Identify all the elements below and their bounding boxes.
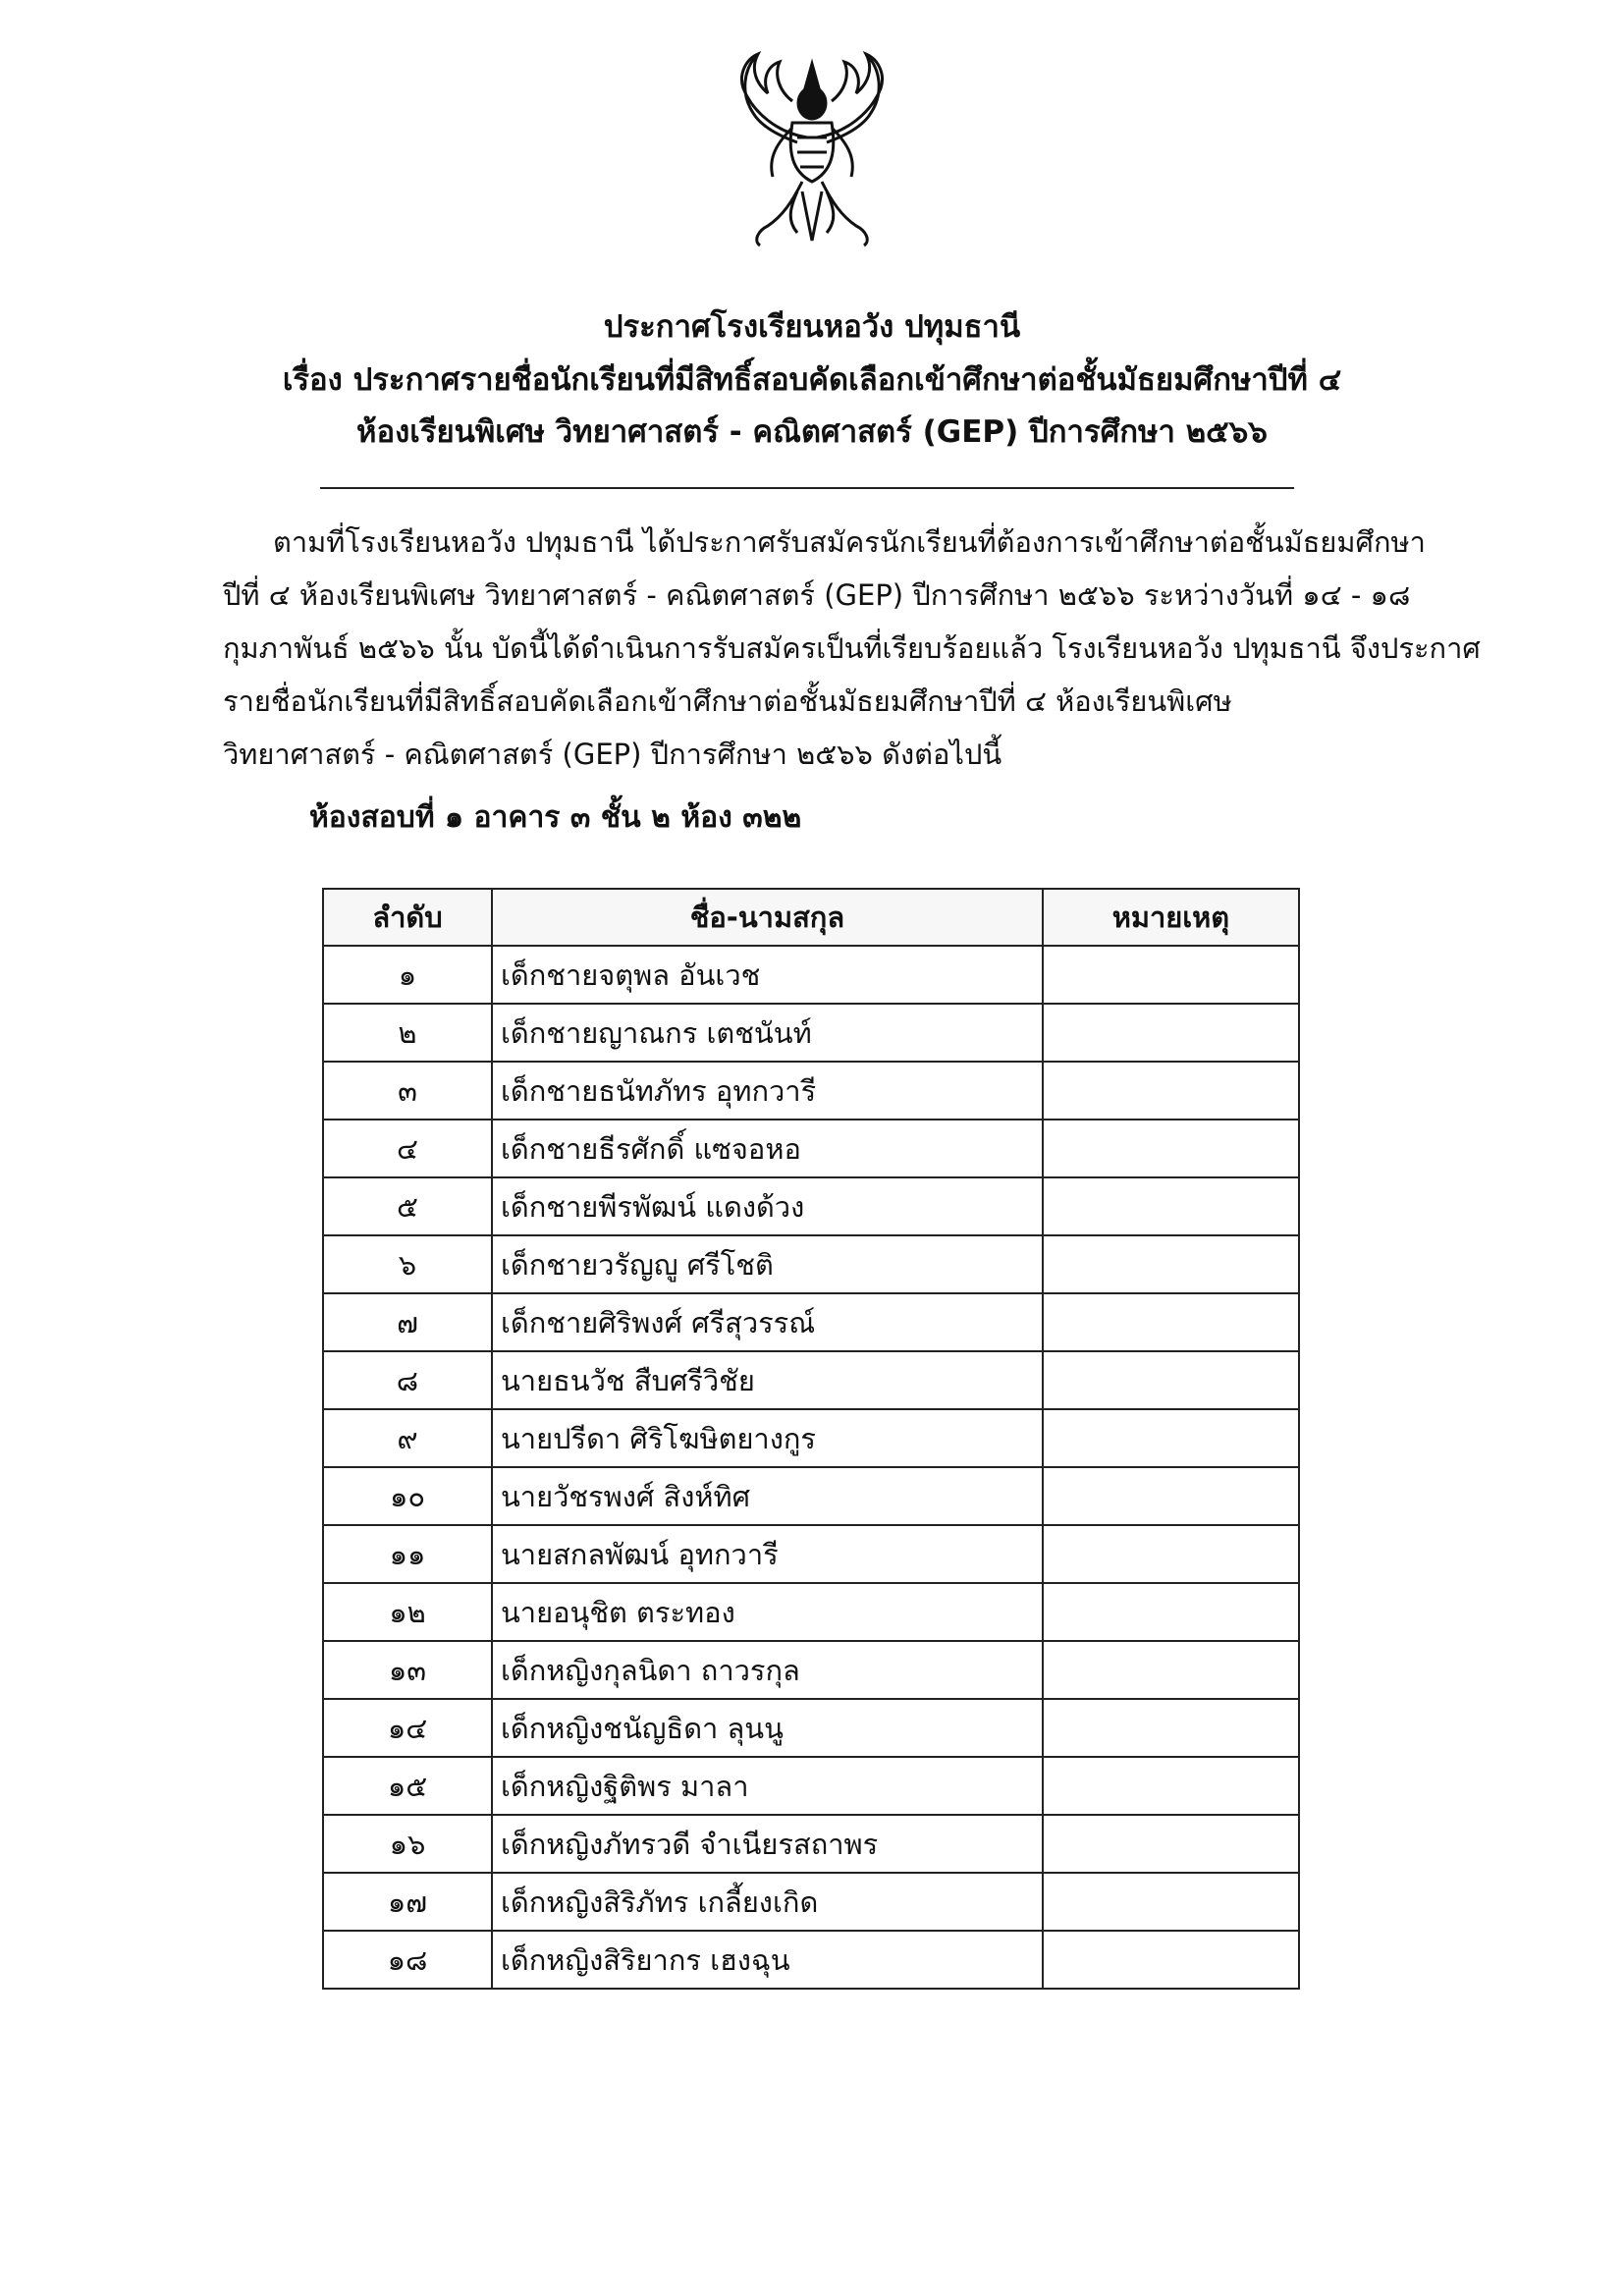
remark-cell: [1043, 1525, 1299, 1583]
body-paragraph-line-2: ปีที่ ๔ ห้องเรียนพิเศษ วิทยาศาสตร์ - คณิตศาสตร์ (GEP) ปีการศึกษา ๒๕๖๖ ระหว่างวันที่ ๑๔ - ๑๘: [223, 578, 1411, 612]
remark-cell: [1043, 1873, 1299, 1931]
remark-cell: [1043, 1235, 1299, 1293]
row-number: ๑๔: [323, 1699, 492, 1757]
remark-cell: [1043, 1467, 1299, 1525]
table-row: [323, 1757, 1299, 1815]
row-number: ๒: [323, 1004, 492, 1062]
body-paragraph-line-4: รายชื่อนักเรียนที่มีสิทธิ์สอบคัดเลือกเข้าศึกษาต่อชั้นมัธยมศึกษาปีที่ ๔ ห้องเรียนพิเศษ: [223, 684, 1232, 718]
table-row: [323, 1293, 1299, 1351]
body-paragraph-line-5: วิทยาศาสตร์ - คณิตศาสตร์ (GEP) ปีการศึกษา ๒๕๖๖ ดังต่อไปนี้: [223, 738, 1002, 771]
student-name: เด็กชายวรัญญู ศรีโชติ: [492, 1235, 1043, 1293]
body-paragraph-line-3: กุมภาพันธ์ ๒๕๖๖ นั้น บัดนี้ได้ดำเนินการรับสมัครเป็นที่เรียบร้อยแล้ว โรงเรียนหอวัง ปทุมธานี จึงประกาศ: [223, 631, 1481, 665]
row-number: ๗: [323, 1293, 492, 1351]
student-name: เด็กหญิงสิริภัทร เกลี้ยงเกิด: [492, 1873, 1043, 1931]
remark-cell: [1043, 1641, 1299, 1699]
column-header-remark: หมายเหตุ: [1043, 889, 1299, 946]
table-row: [323, 1062, 1299, 1120]
column-header-order: ลำดับ: [323, 889, 492, 946]
row-number: ๙: [323, 1409, 492, 1467]
table-row: [323, 946, 1299, 1004]
table-row: [323, 1525, 1299, 1583]
row-number: ๑๘: [323, 1931, 492, 1989]
announcement-subject: เรื่อง ประกาศรายชื่อนักเรียนที่มีสิทธิ์สอบคัดเลือกเข้าศึกษาต่อชั้นมัธยมศึกษาปีที่ ๔: [282, 362, 1342, 398]
student-name: เด็กชายญาณกร เตชนันท์: [492, 1004, 1043, 1062]
row-number: ๑๓: [323, 1641, 492, 1699]
student-name: เด็กชายธนัทภัทร อุทกวารี: [492, 1062, 1043, 1120]
row-number: ๑๗: [323, 1873, 492, 1931]
student-name: นายสกลพัฒน์ อุทกวารี: [492, 1525, 1043, 1583]
table-row: [323, 1004, 1299, 1062]
remark-cell: [1043, 1699, 1299, 1757]
table-header-row: [323, 889, 1299, 946]
table-row: [323, 1235, 1299, 1293]
announcement-title: ประกาศโรงเรียนหอวัง ปทุมธานี: [603, 309, 1021, 345]
student-name: นายปรีดา ศิริโฆษิตยางกูร: [492, 1409, 1043, 1467]
student-name: เด็กชายศิริพงศ์ ศรีสุวรรณ์: [492, 1293, 1043, 1351]
student-name: เด็กชายธีรศักดิ์ แซจอหอ: [492, 1120, 1043, 1177]
table-row: [323, 1873, 1299, 1931]
student-name: นายธนวัช สืบศรีวิชัย: [492, 1351, 1043, 1409]
remark-cell: [1043, 1815, 1299, 1873]
remark-cell: [1043, 1177, 1299, 1235]
column-header-name: ชื่อ-นามสกุล: [492, 889, 1043, 946]
table-row: [323, 1177, 1299, 1235]
body-paragraph-line-1: ตามที่โรงเรียนหอวัง ปทุมธานี ได้ประกาศรับสมัครนักเรียนที่ต้องการเข้าศึกษาต่อชั้นมัธยมศึกษา: [273, 525, 1426, 559]
remark-cell: [1043, 1293, 1299, 1351]
garuda-emblem-icon: [699, 44, 925, 250]
remark-cell: [1043, 1120, 1299, 1177]
student-name: นายอนุชิต ตระทอง: [492, 1583, 1043, 1641]
header-divider: [320, 487, 1294, 489]
row-number: ๕: [323, 1177, 492, 1235]
table-row: [323, 1699, 1299, 1757]
student-roster-table: [322, 888, 1300, 1990]
row-number: ๓: [323, 1062, 492, 1120]
remark-cell: [1043, 1583, 1299, 1641]
student-name: เด็กชายพีรพัฒน์ แดงด้วง: [492, 1177, 1043, 1235]
remark-cell: [1043, 1757, 1299, 1815]
table-row: [323, 1931, 1299, 1989]
table-body: [323, 946, 1299, 1989]
student-name: เด็กหญิงฐิติพร มาลา: [492, 1757, 1043, 1815]
remark-cell: [1043, 1004, 1299, 1062]
table-row: [323, 1409, 1299, 1467]
student-name: เด็กชายจตุพล อันเวช: [492, 946, 1043, 1004]
row-number: ๑: [323, 946, 492, 1004]
student-name: เด็กหญิงกุลนิดา ถาวรกุล: [492, 1641, 1043, 1699]
row-number: ๑๑: [323, 1525, 492, 1583]
table-row: [323, 1120, 1299, 1177]
exam-room-heading: ห้องสอบที่ ๑ อาคาร ๓ ชั้น ๒ ห้อง ๓๒๒: [309, 800, 802, 835]
row-number: ๑๖: [323, 1815, 492, 1873]
remark-cell: [1043, 1409, 1299, 1467]
remark-cell: [1043, 946, 1299, 1004]
row-number: ๑๐: [323, 1467, 492, 1525]
student-name: นายวัชรพงศ์ สิงห์ทิศ: [492, 1467, 1043, 1525]
remark-cell: [1043, 1062, 1299, 1120]
remark-cell: [1043, 1931, 1299, 1989]
table-row: [323, 1351, 1299, 1409]
student-name: เด็กหญิงภัทรวดี จำเนียรสถาพร: [492, 1815, 1043, 1873]
table-row: [323, 1815, 1299, 1873]
student-name: เด็กหญิงสิริยากร เฮงฉุน: [492, 1931, 1043, 1989]
row-number: ๑๕: [323, 1757, 492, 1815]
table-row: [323, 1641, 1299, 1699]
student-name: เด็กหญิงชนัญธิดา ลุนนู: [492, 1699, 1043, 1757]
row-number: ๘: [323, 1351, 492, 1409]
table-row: [323, 1583, 1299, 1641]
remark-cell: [1043, 1351, 1299, 1409]
table-row: [323, 1467, 1299, 1525]
row-number: ๖: [323, 1235, 492, 1293]
row-number: ๔: [323, 1120, 492, 1177]
announcement-subject-cont: ห้องเรียนพิเศษ วิทยาศาสตร์ - คณิตศาสตร์ (GEP) ปีการศึกษา ๒๕๖๖: [356, 414, 1268, 450]
row-number: ๑๒: [323, 1583, 492, 1641]
